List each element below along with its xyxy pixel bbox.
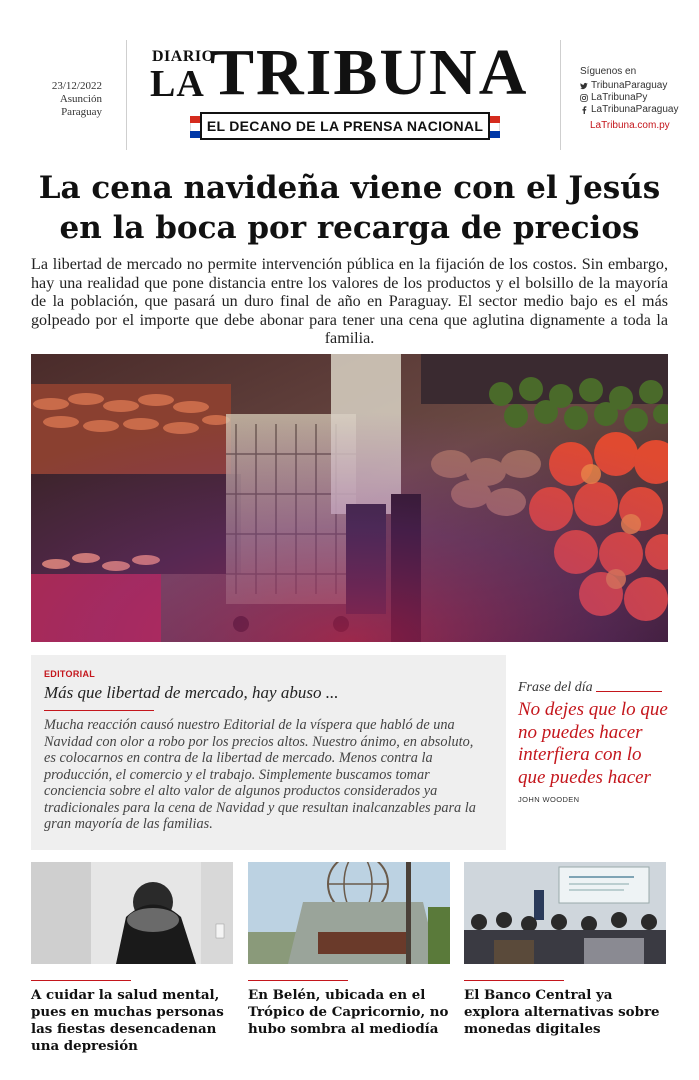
story-divider — [464, 980, 564, 981]
story-title[interactable]: En Belén, ubicada en el Trópico de Capricornio, no hubo sombra al mediodía — [248, 987, 449, 1037]
masthead — [0, 0, 699, 160]
quote-of-the-day — [518, 680, 668, 804]
story-thumbnail-belen-tropic[interactable] — [248, 862, 450, 964]
date-location — [40, 80, 102, 119]
depressed-person-image — [31, 862, 233, 964]
social-instagram-handle: LaTribunaPy — [591, 92, 648, 103]
conference-room-image — [464, 862, 666, 964]
social-links — [580, 66, 695, 132]
story-thumbnail-central-bank[interactable] — [464, 862, 666, 964]
masthead-divider-left — [126, 40, 127, 150]
issue-date: 23/12/2022 — [51, 80, 102, 92]
editorial-title[interactable]: Más que libertad de mercado, hay abuso ... — [44, 683, 339, 702]
issue-city: Asunción — [59, 93, 102, 105]
social-twitter-link[interactable] — [580, 80, 695, 92]
quote-author: JOHN WOODEN — [518, 795, 580, 804]
editorial-divider — [44, 710, 154, 711]
quote-divider — [596, 691, 662, 692]
quote-label: Frase del día — [518, 680, 593, 695]
main-lead: La libertad de mercado no permite intervención pública en la fijación de los costos. Sin embargo, hay una realidad que pone distancia entre los valores de los productos y el bolsillo de la mayoría de la población, que pasará un duro final de año en Paraguay. El sector medio bajo es el más golpeado por el importe que debe abonar para tener una cena que aglutina dignamente a toda la familia. — [31, 256, 668, 347]
story-title[interactable]: El Banco Central ya explora alternativas sobre monedas digitales — [464, 987, 660, 1037]
editorial-box[interactable] — [31, 655, 506, 850]
editorial-body: Mucha reacción causó nuestro Editorial de la víspera que habló de una Navidad con olor a robo por los precios altos. Nuestro ánimo, en absoluto, es colocarnos en contra de la libertad de mercado. Menos contra la producción, el comercio y el trabajo. Simplemente buscamos tomar conciencia sobre el alto valor de algunos productos considerados ya tradicionales para la cena de Navidad y que resultan inalcanzables para la gran mayoría de las familias. — [44, 717, 476, 832]
story-mental-health[interactable] — [31, 862, 233, 1055]
social-heading: Síguenos en — [580, 66, 637, 77]
masthead-divider-right — [560, 40, 561, 150]
social-twitter-handle: TribunaParaguay — [591, 80, 668, 91]
tagline: EL DECANO DE LA PRENSA NACIONAL — [200, 112, 490, 140]
story-thumbnail-mental-health[interactable] — [31, 862, 233, 964]
tagline-banner — [190, 112, 500, 142]
quote-text: No dejes que lo que no puedes hacer interfiera con lo que puedes hacer — [518, 699, 668, 788]
logo-diario: DIARIO — [152, 48, 215, 65]
tropic-monument-image — [248, 862, 450, 964]
twitter-icon — [580, 82, 588, 90]
editorial-label: EDITORIAL — [44, 669, 96, 679]
story-divider — [248, 980, 348, 981]
social-facebook-handle: LaTribunaParaguay — [591, 104, 679, 115]
social-instagram-link[interactable] — [580, 92, 695, 104]
facebook-icon — [580, 106, 588, 114]
instagram-icon — [580, 94, 588, 102]
social-facebook-link[interactable] — [580, 104, 695, 116]
story-belen-tropic[interactable] — [248, 862, 450, 1038]
main-headline[interactable]: La cena navideña viene con el Jesús en la boca por recarga de precios — [38, 170, 661, 246]
logo-la: LA — [150, 63, 205, 105]
website-link[interactable]: LaTribuna.com.py — [590, 120, 670, 131]
logo-tribuna: TRIBUNA — [210, 36, 529, 109]
story-central-bank[interactable] — [464, 862, 666, 1038]
story-title[interactable]: A cuidar la salud mental, pues en muchas personas las fiestas desencadenan una depresión — [31, 987, 224, 1054]
main-photo-supermarket-produce[interactable] — [31, 354, 668, 642]
story-divider — [31, 980, 131, 981]
produce-market-image — [31, 354, 668, 642]
newspaper-logo[interactable] — [148, 36, 548, 152]
issue-country: Paraguay — [61, 106, 102, 118]
